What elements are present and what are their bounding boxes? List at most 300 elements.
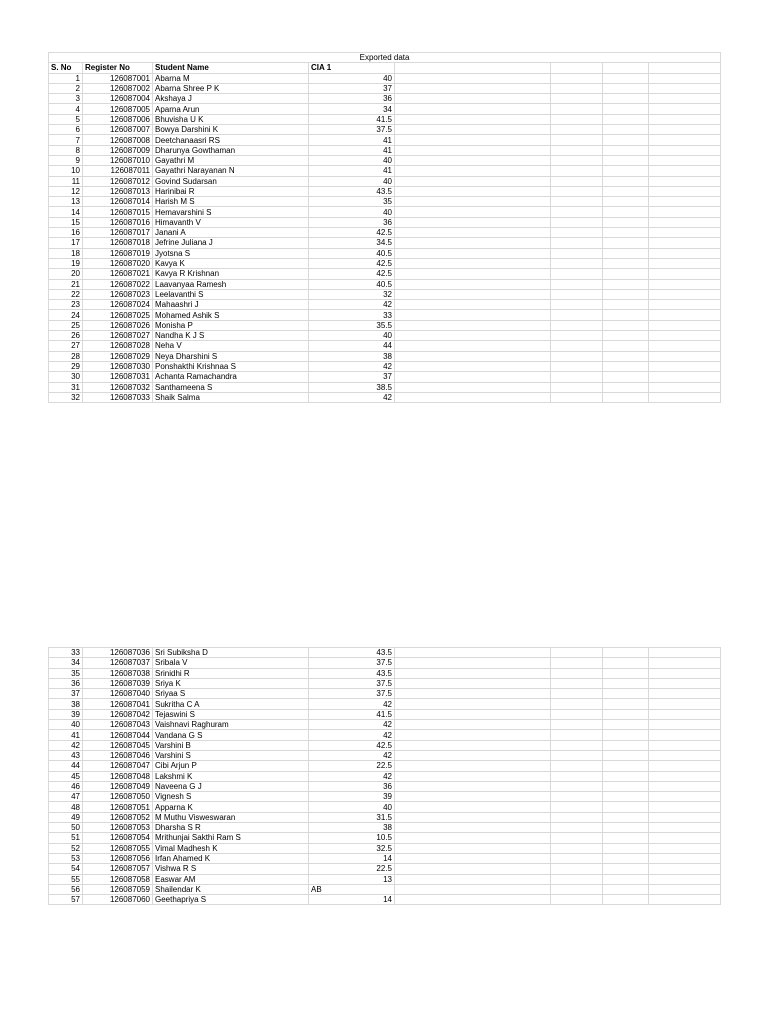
table-row: [49, 689, 721, 699]
cell-register-no: 126087039: [83, 678, 153, 688]
cell-register-no: 126087012: [83, 176, 153, 186]
cell-register-no: 126087016: [83, 217, 153, 227]
empty-cell: [649, 884, 721, 894]
cell-sno: 43: [49, 750, 83, 760]
cell-student-name: Dharunya Gowthaman: [153, 145, 309, 155]
empty-cell: [603, 186, 649, 196]
cell-register-no: 126087026: [83, 320, 153, 330]
empty-cell: [649, 176, 721, 186]
empty-cell: [649, 771, 721, 781]
cell-register-no: 126087007: [83, 125, 153, 135]
empty-cell: [649, 689, 721, 699]
cell-sno: 37: [49, 689, 83, 699]
empty-cell: [551, 689, 603, 699]
empty-cell: [395, 689, 551, 699]
cell-cia-1: 22.5: [309, 761, 395, 771]
table-row: [49, 331, 721, 341]
cell-student-name: Govind Sudarsan: [153, 176, 309, 186]
sheet-title: Exported data: [49, 53, 721, 63]
cell-register-no: 126087043: [83, 720, 153, 730]
cell-student-name: Akshaya J: [153, 94, 309, 104]
empty-cell: [649, 83, 721, 93]
empty-cell: [603, 372, 649, 382]
cell-student-name: Aparna Arun: [153, 104, 309, 114]
cell-sno: 57: [49, 895, 83, 905]
table-row: [49, 392, 721, 402]
cell-cia-1: 31.5: [309, 812, 395, 822]
cell-cia-1: 41.5: [309, 114, 395, 124]
empty-cell: [551, 884, 603, 894]
empty-cell: [395, 197, 551, 207]
cell-sno: 22: [49, 289, 83, 299]
empty-cell: [395, 781, 551, 791]
table-row: [49, 300, 721, 310]
empty-cell: [395, 771, 551, 781]
empty-cell: [395, 186, 551, 196]
empty-cell: [603, 279, 649, 289]
table-row: [49, 874, 721, 884]
cell-register-no: 126087006: [83, 114, 153, 124]
empty-cell: [649, 155, 721, 165]
cell-sno: 17: [49, 238, 83, 248]
cell-cia-1: 40.5: [309, 248, 395, 258]
cell-cia-1: 42: [309, 730, 395, 740]
cell-sno: 41: [49, 730, 83, 740]
empty-cell: [551, 125, 603, 135]
cell-student-name: Ponshakthi Krishnaa S: [153, 361, 309, 371]
empty-cell: [551, 155, 603, 165]
empty-cell: [603, 689, 649, 699]
empty-cell: [649, 331, 721, 341]
empty-cell: [395, 392, 551, 402]
empty-cell: [603, 125, 649, 135]
empty-cell: [395, 833, 551, 843]
empty-cell: [649, 392, 721, 402]
empty-cell: [395, 853, 551, 863]
empty-cell: [551, 699, 603, 709]
empty-cell: [551, 812, 603, 822]
cell-sno: 30: [49, 372, 83, 382]
cell-register-no: 126087015: [83, 207, 153, 217]
empty-cell: [603, 750, 649, 760]
cell-student-name: Gayathri M: [153, 155, 309, 165]
empty-cell: [603, 382, 649, 392]
cell-cia-1: 42.5: [309, 269, 395, 279]
cell-student-name: Jefrine Juliana J: [153, 238, 309, 248]
cell-register-no: 126087055: [83, 843, 153, 853]
empty-cell: [551, 207, 603, 217]
cell-student-name: Sriya K: [153, 678, 309, 688]
cell-sno: 5: [49, 114, 83, 124]
cell-cia-1: 44: [309, 341, 395, 351]
cell-student-name: Cibi Arjun P: [153, 761, 309, 771]
cell-cia-1: 38.5: [309, 382, 395, 392]
cell-student-name: Harinibai R: [153, 186, 309, 196]
cell-sno: 24: [49, 310, 83, 320]
header-register-no: Register No: [83, 63, 153, 73]
empty-cell: [395, 217, 551, 227]
empty-cell: [551, 864, 603, 874]
empty-cell: [649, 186, 721, 196]
empty-cell: [603, 720, 649, 730]
empty-cell: [649, 279, 721, 289]
empty-cell: [395, 648, 551, 658]
empty-cell: [649, 843, 721, 853]
cell-sno: 27: [49, 341, 83, 351]
table-row: [49, 238, 721, 248]
exported-data-table-part-2: [48, 647, 721, 905]
cell-sno: 10: [49, 166, 83, 176]
empty-cell: [603, 351, 649, 361]
cell-sno: 32: [49, 392, 83, 402]
empty-cell: [649, 114, 721, 124]
empty-cell: [603, 289, 649, 299]
empty-cell: [551, 853, 603, 863]
empty-cell: [603, 166, 649, 176]
cell-cia-1: 38: [309, 823, 395, 833]
table-row: [49, 812, 721, 822]
empty-cell: [395, 320, 551, 330]
cell-student-name: Gayathri Narayanan N: [153, 166, 309, 176]
table-row: [49, 678, 721, 688]
cell-sno: 13: [49, 197, 83, 207]
empty-cell: [649, 135, 721, 145]
empty-cell: [603, 248, 649, 258]
cell-register-no: 126087028: [83, 341, 153, 351]
empty-cell: [395, 750, 551, 760]
cell-cia-1: 14: [309, 895, 395, 905]
cell-sno: 2: [49, 83, 83, 93]
empty-cell: [551, 833, 603, 843]
cell-sno: 19: [49, 258, 83, 268]
cell-sno: 6: [49, 125, 83, 135]
cell-student-name: Sribala V: [153, 658, 309, 668]
empty-cell: [395, 269, 551, 279]
empty-cell: [551, 730, 603, 740]
cell-sno: 56: [49, 884, 83, 894]
cell-cia-1: 42.5: [309, 258, 395, 268]
cell-student-name: Apparna K: [153, 802, 309, 812]
cell-cia-1: 42: [309, 750, 395, 760]
empty-cell: [603, 658, 649, 668]
cell-student-name: Mrithunjai Sakthi Ram S: [153, 833, 309, 843]
empty-cell: [551, 73, 603, 83]
empty-cell: [551, 658, 603, 668]
table-row: [49, 197, 721, 207]
cell-cia-1: 38: [309, 351, 395, 361]
cell-cia-1: 42: [309, 771, 395, 781]
empty-cell: [603, 331, 649, 341]
table-row: [49, 145, 721, 155]
empty-cell: [649, 740, 721, 750]
empty-cell: [395, 709, 551, 719]
cell-register-no: 126087001: [83, 73, 153, 83]
empty-cell: [649, 699, 721, 709]
cell-sno: 33: [49, 648, 83, 658]
empty-cell: [649, 812, 721, 822]
cell-student-name: Shaik Salma: [153, 392, 309, 402]
cell-register-no: 126087018: [83, 238, 153, 248]
table-row: [49, 289, 721, 299]
table-row: [49, 709, 721, 719]
empty-cell: [603, 269, 649, 279]
empty-cell: [395, 699, 551, 709]
empty-cell: [649, 750, 721, 760]
cell-register-no: 126087029: [83, 351, 153, 361]
cell-sno: 18: [49, 248, 83, 258]
empty-cell: [603, 228, 649, 238]
empty-cell: [649, 217, 721, 227]
empty-cell: [395, 238, 551, 248]
cell-register-no: 126087058: [83, 874, 153, 884]
cell-sno: 28: [49, 351, 83, 361]
table-row: [49, 792, 721, 802]
empty-cell: [395, 823, 551, 833]
empty-cell: [551, 648, 603, 658]
empty-cell: [551, 382, 603, 392]
empty-cell: [603, 258, 649, 268]
empty-cell: [395, 792, 551, 802]
empty-cell: [395, 300, 551, 310]
table-row: [49, 771, 721, 781]
empty-cell: [395, 372, 551, 382]
table-row: [49, 781, 721, 791]
title-row: [49, 53, 721, 63]
cell-register-no: 126087056: [83, 853, 153, 863]
cell-cia-1: 39: [309, 792, 395, 802]
table-row: [49, 864, 721, 874]
table-row: [49, 843, 721, 853]
empty-cell: [649, 730, 721, 740]
cell-register-no: 126087009: [83, 145, 153, 155]
cell-cia-1: 42: [309, 300, 395, 310]
cell-student-name: Mohamed Ashik S: [153, 310, 309, 320]
empty-cell: [551, 792, 603, 802]
cell-register-no: 126087052: [83, 812, 153, 822]
cell-student-name: Hemavarshini S: [153, 207, 309, 217]
cell-sno: 29: [49, 361, 83, 371]
cell-cia-1: 33: [309, 310, 395, 320]
cell-sno: 4: [49, 104, 83, 114]
cell-student-name: Vimal Madhesh K: [153, 843, 309, 853]
cell-student-name: Harish M S: [153, 197, 309, 207]
empty-cell: [649, 720, 721, 730]
empty-cell: [603, 114, 649, 124]
cell-cia-1: 35: [309, 197, 395, 207]
table-row: [49, 248, 721, 258]
cell-student-name: Deetchanaasri RS: [153, 135, 309, 145]
cell-student-name: Vandana G S: [153, 730, 309, 740]
cell-student-name: Himavanth V: [153, 217, 309, 227]
empty-cell: [395, 658, 551, 668]
cell-student-name: Nandha K J S: [153, 331, 309, 341]
cell-register-no: 126087023: [83, 289, 153, 299]
table-row: [49, 269, 721, 279]
empty-cell: [551, 771, 603, 781]
table-row: [49, 83, 721, 93]
empty-cell: [603, 135, 649, 145]
cell-register-no: 126087010: [83, 155, 153, 165]
empty-cell: [395, 135, 551, 145]
empty-cell: [603, 155, 649, 165]
table-row: [49, 258, 721, 268]
cell-register-no: 126087025: [83, 310, 153, 320]
empty-cell: [551, 310, 603, 320]
empty-cell: [649, 104, 721, 114]
empty-cell: [551, 279, 603, 289]
cell-sno: 35: [49, 668, 83, 678]
cell-cia-1: 43.5: [309, 186, 395, 196]
table-row: [49, 310, 721, 320]
header-row: [49, 63, 721, 73]
empty-cell: [649, 351, 721, 361]
empty-cell: [649, 258, 721, 268]
empty-cell: [603, 207, 649, 217]
cell-student-name: Easwar AM: [153, 874, 309, 884]
empty-cell: [551, 238, 603, 248]
empty-cell: [649, 207, 721, 217]
empty-cell: [395, 145, 551, 155]
cell-cia-1: 40.5: [309, 279, 395, 289]
empty-cell: [551, 341, 603, 351]
cell-student-name: Sriyaa S: [153, 689, 309, 699]
cell-student-name: Shailendar K: [153, 884, 309, 894]
empty-cell: [551, 94, 603, 104]
empty-cell: [603, 771, 649, 781]
cell-student-name: Sukritha C A: [153, 699, 309, 709]
cell-register-no: 126087038: [83, 668, 153, 678]
cell-student-name: Lakshmi K: [153, 771, 309, 781]
cell-student-name: M Muthu Visweswaran: [153, 812, 309, 822]
cell-cia-1: 34.5: [309, 238, 395, 248]
cell-register-no: 126087005: [83, 104, 153, 114]
cell-cia-1: 40: [309, 331, 395, 341]
cell-cia-1: 42: [309, 720, 395, 730]
empty-cell: [649, 792, 721, 802]
table-row: [49, 217, 721, 227]
empty-cell: [551, 197, 603, 207]
empty-cell: [395, 361, 551, 371]
cell-register-no: 126087032: [83, 382, 153, 392]
cell-register-no: 126087047: [83, 761, 153, 771]
header-student-name: Student Name: [153, 63, 309, 73]
empty-cell: [395, 761, 551, 771]
cell-cia-1: 43.5: [309, 648, 395, 658]
table-row: [49, 895, 721, 905]
cell-register-no: 126087027: [83, 331, 153, 341]
empty-cell: [603, 874, 649, 884]
table-row: [49, 135, 721, 145]
empty-cell: [649, 823, 721, 833]
cell-sno: 8: [49, 145, 83, 155]
empty-cell: [551, 145, 603, 155]
cell-cia-1: 36: [309, 217, 395, 227]
cell-student-name: Monisha P: [153, 320, 309, 330]
cell-sno: 39: [49, 709, 83, 719]
cell-register-no: 126087030: [83, 361, 153, 371]
cell-sno: 44: [49, 761, 83, 771]
cell-student-name: Geethapriya S: [153, 895, 309, 905]
table-row: [49, 761, 721, 771]
cell-cia-1: 37.5: [309, 125, 395, 135]
cell-sno: 45: [49, 771, 83, 781]
empty-cell: [395, 166, 551, 176]
table-row: [49, 658, 721, 668]
empty-cell: [649, 73, 721, 83]
cell-cia-1: 32.5: [309, 843, 395, 853]
cell-sno: 42: [49, 740, 83, 750]
empty-cell: [603, 761, 649, 771]
empty-cell: [551, 289, 603, 299]
cell-register-no: 126087040: [83, 689, 153, 699]
cell-cia-1: 32: [309, 289, 395, 299]
cell-cia-1: 43.5: [309, 668, 395, 678]
cell-sno: 11: [49, 176, 83, 186]
empty-cell: [395, 114, 551, 124]
cell-student-name: Dharsha S R: [153, 823, 309, 833]
cell-register-no: 126087044: [83, 730, 153, 740]
cell-register-no: 126087053: [83, 823, 153, 833]
empty-cell: [551, 823, 603, 833]
empty-cell: [649, 658, 721, 668]
empty-cell: [551, 895, 603, 905]
empty-cell: [551, 392, 603, 402]
empty-cell: [649, 63, 721, 73]
table-row: [49, 176, 721, 186]
table-row: [49, 648, 721, 658]
empty-cell: [603, 812, 649, 822]
empty-cell: [603, 833, 649, 843]
empty-cell: [603, 648, 649, 658]
table-row: [49, 730, 721, 740]
empty-cell: [551, 217, 603, 227]
cell-cia-1: 37: [309, 83, 395, 93]
empty-cell: [649, 320, 721, 330]
empty-cell: [395, 310, 551, 320]
table-row: [49, 740, 721, 750]
cell-register-no: 126087024: [83, 300, 153, 310]
empty-cell: [649, 833, 721, 843]
empty-cell: [603, 730, 649, 740]
cell-sno: 16: [49, 228, 83, 238]
cell-sno: 55: [49, 874, 83, 884]
table-row: [49, 750, 721, 760]
empty-cell: [649, 300, 721, 310]
empty-cell: [649, 269, 721, 279]
cell-cia-1: 42: [309, 361, 395, 371]
empty-cell: [649, 166, 721, 176]
cell-cia-1: 42.5: [309, 740, 395, 750]
cell-cia-1: 40: [309, 802, 395, 812]
empty-cell: [395, 351, 551, 361]
empty-cell: [395, 125, 551, 135]
cell-sno: 36: [49, 678, 83, 688]
empty-cell: [395, 874, 551, 884]
cell-sno: 25: [49, 320, 83, 330]
cell-sno: 23: [49, 300, 83, 310]
cell-cia-1: 13: [309, 874, 395, 884]
empty-cell: [649, 145, 721, 155]
cell-student-name: Bowya Darshini K: [153, 125, 309, 135]
empty-cell: [603, 781, 649, 791]
table-row: [49, 320, 721, 330]
exported-data-table-part-1: [48, 52, 721, 403]
empty-cell: [649, 372, 721, 382]
table-row: [49, 207, 721, 217]
cell-register-no: 126087046: [83, 750, 153, 760]
empty-cell: [603, 361, 649, 371]
cell-sno: 1: [49, 73, 83, 83]
